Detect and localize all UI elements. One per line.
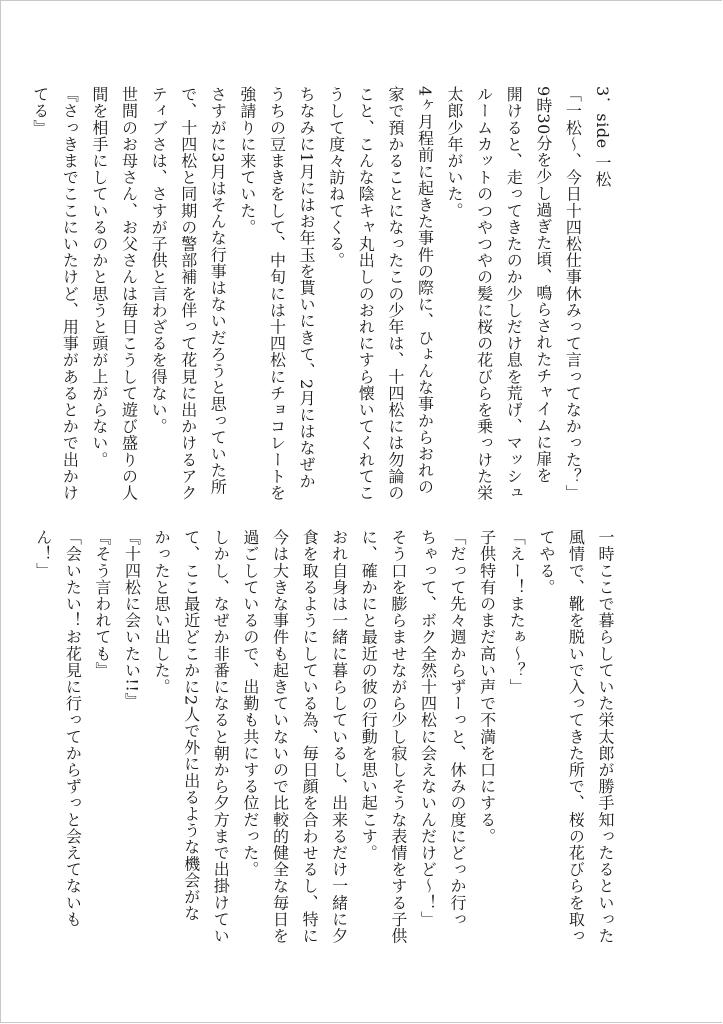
text-line: 「一松〜、今日十四松仕事休みって言ってなかった？」 (563, 86, 583, 501)
text-line: こと、こんな陰キャ丸出しのおれにすら懐いてくれてこ (356, 86, 376, 501)
text-line: 4ヶ月程前に起きた事件の際に、ひょんな事からおれの (415, 86, 435, 496)
text-line: かったと思い出した。 (152, 529, 172, 695)
text-line: 太郎少年がいた。 (445, 86, 465, 219)
text-line: うちの豆まきをして、中旬には十四松にチョコレートを (267, 86, 287, 501)
text-line: てやる。 (536, 529, 556, 596)
text-line: で、十四松と同期の警部補を伴って花見に出かけるアク (178, 86, 198, 501)
text-line: ちなみに1月にはお年玉を貰いにきて、2月にはなぜか (297, 86, 317, 490)
text-line: に、確かにと最近の彼の行動を思い起こす。 (359, 529, 379, 861)
text-line: 子供特有のまだ高い声で不満を口にする。 (477, 529, 497, 845)
text-line: てる』 (30, 86, 50, 136)
text-line: ん！」 (33, 529, 53, 579)
text-line: 9時30分を少し過ぎた頃、鳴らされたチャイムに扉を (533, 86, 553, 484)
text-line: 過ごしているので、出勤も共にする位だった。 (240, 529, 260, 878)
text-line: 風情で、靴を脱いで入ってきた所で、桜の花びらを取っ (566, 529, 586, 944)
text-line: 「会いたい！お花見に行ってからずっと会えてないも (63, 529, 83, 928)
text-line: しかし、なぜか非番になると朝から夕方まで出掛けてい (211, 529, 231, 944)
text-line: 食を取るようにしている為、毎日顔を合わせるし、特に (300, 529, 320, 944)
text-line: ルームカットのつやつやの髪に桜の花びらを乗っけた栄 (474, 86, 494, 501)
text-line: おれ自身は一緒に暮らしているし、出来るだけ一緒に夕 (329, 529, 349, 944)
text-line: 「えー！またぁ〜？」 (507, 529, 527, 695)
text-line: そう口を膨らませながら少し寂しそうな表情をする子供 (388, 529, 408, 944)
lower-text-block (28, 529, 620, 969)
text-line: 「だって先々週からずーっと、休みの度にどっか行っ (448, 529, 468, 928)
text-line: 間を相手にしているのかと思うと頭が上がらない。 (89, 86, 109, 468)
chapter-heading: 3．side 一松 (593, 86, 612, 188)
text-line: 『さっきまでここにいたけど、用事があるとかで出かけ (60, 86, 80, 501)
text-line: うして度々訪ねてくる。 (326, 86, 346, 269)
text-line: ティブさは、さすが子供と言わざるを得ない。 (149, 86, 169, 435)
text-line: さすがに3月はそんな行事はないだろうと思っていた所 (208, 86, 228, 496)
text-line: 世間のお母さん、お父さんは毎日こうして遊び盛りの人 (119, 86, 139, 501)
text-line: ちゃって、ボク全然十四松に会えないんだけど〜！」 (418, 529, 438, 928)
text-line: て、ここ最近どこかに2人で外に出るような機会がな (181, 529, 201, 922)
text-line: 開けると、走ってきたのか少しだけ息を荒げ、マッシュ (504, 86, 524, 501)
text-line: 家で預かることになったこの少年は、十四松には勿論の (385, 86, 405, 501)
text-line: 強請りに来ていた。 (237, 86, 257, 236)
upper-text-block (25, 86, 617, 506)
text-line: 今は大きな事件も起きていないので比較的健全な毎日を (270, 529, 290, 944)
text-line: 『十四松に会いたい!!』 (122, 529, 142, 710)
text-line: 『そう言われても』 (92, 529, 112, 679)
text-line: 一時ここで暮らしていた栄太郎が勝手知ったるといった (596, 529, 615, 944)
